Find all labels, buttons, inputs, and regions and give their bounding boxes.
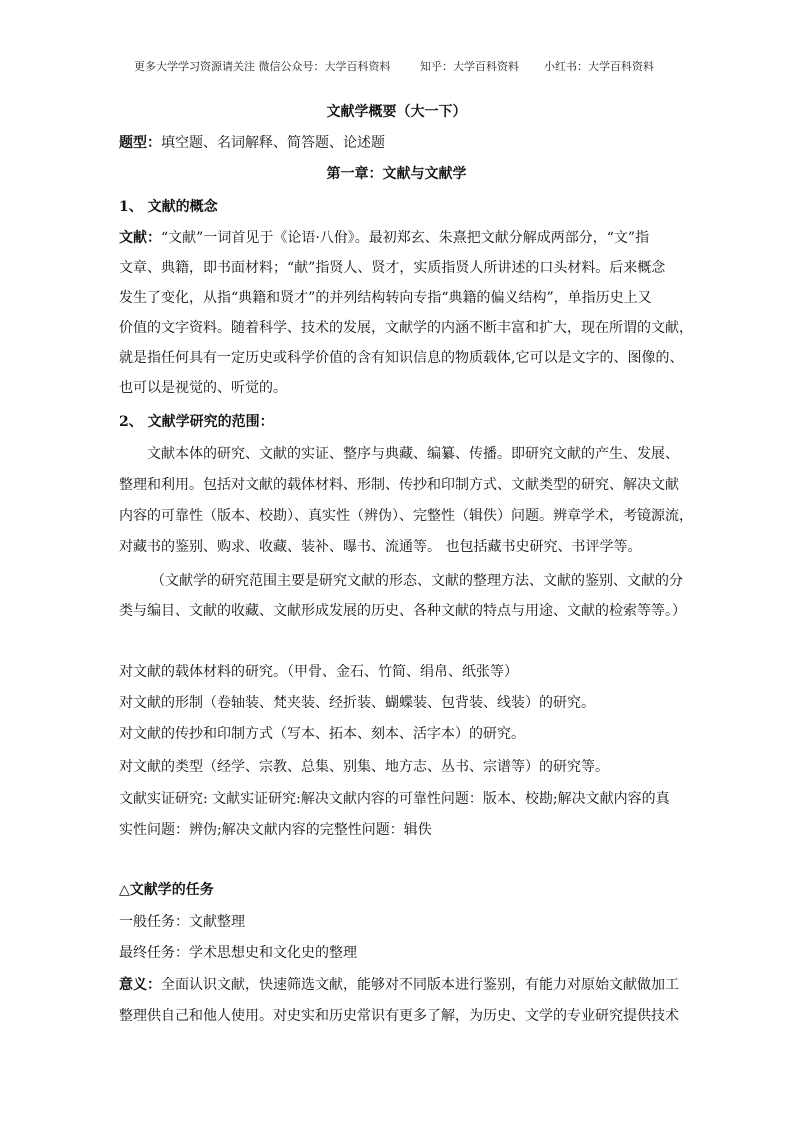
list-item: 对文献的类型（经学、宗教、总集、别集、地方志、丛书、宗谱等）的研究等。 [119, 759, 609, 775]
header-xiaohongshu-note: 小红书：大学百科资料 [544, 60, 654, 73]
list-item: 对文献的形制（卷轴装、梵夹装、经折装、蝴蝶装、包背装、线装）的研究。 [119, 695, 595, 711]
definition-line-2: 文章、典籍，即书面材料；“献”指贤人、贤才，实质指贤人所讲述的口头材料。后来概念 [119, 260, 666, 276]
scope-para-line-3: 内容的可靠性（版本、校勘）、真实性（辨伪）、完整性（辑佚）问题。辨章学术，考镜源流， [119, 508, 693, 524]
list-item: 文献实证研究: 文献实证研究:解决文献内容的可靠性问题：版本、校勘;解决文献内容的真 [119, 791, 670, 807]
scope-summary-line-2: 类与编目、文献的收藏、文献形成发展的历史、各种文献的特点与用途、文献的检索等等。） [119, 603, 686, 619]
list-item: 对文献的传抄和印制方式（写本、拓本、刻本、活字本）的研究。 [119, 726, 525, 742]
meaning-line-1 [119, 975, 679, 995]
meaning-label: 意义： [119, 977, 161, 993]
scope-para-line-2: 整理和利用。包括对文献的载体材料、形制、传抄和印制方式、文献类型的研究、解决文献 [119, 477, 679, 493]
task-title: △文献学的任务 [119, 882, 214, 898]
document-title: 文献学概要（大一下） [326, 104, 467, 120]
definition-text-1: “文献”一词首见于《论语·八佾》。最初郑玄、朱熹把文献分解成两部分，“文”指 [161, 230, 650, 246]
definition-line-6: 也可以是视觉的、听觉的。 [119, 380, 287, 396]
question-types-value: 填空题、名词解释、简答题、论述题 [161, 135, 385, 151]
header-zhihu-note: 知乎：大学百科资料 [420, 60, 519, 73]
header-wechat-note: 更多大学学习资源请关注 微信公众号：大学百科资料 [134, 60, 391, 73]
question-types [119, 133, 679, 153]
definition-line-3: 发生了变化，从指“典籍和贤才”的并列结构转向专指“典籍的偏义结构”，单指历史上又 [119, 290, 652, 306]
definition-line-5: 就是指任何具有一定历史或科学价值的含有知识信息的物质载体,它可以是文字的、图像的、 [119, 350, 684, 366]
definition-line-4: 价值的文字资料。随着科学、技术的发展，文献学的内涵不断丰富和扩大，现在所谓的文献， [119, 320, 693, 336]
definition-line-1 [119, 228, 679, 248]
task-general: 一般任务：文献整理 [119, 914, 245, 930]
question-types-label: 题型： [119, 135, 161, 151]
section-1-title: 1、 文献的概念 [119, 199, 218, 215]
section-2-title: 2、 文献学研究的范围： [119, 414, 274, 430]
chapter-title: 第一章：文献与文献学 [326, 166, 467, 182]
scope-para-line-4: 对藏书的鉴别、购求、收藏、装补、曝书、流通等。 也包括藏书史研究、书评学等。 [119, 539, 642, 555]
list-item: 对文献的载体材料的研究。（甲骨、金石、竹简、绢帛、纸张等） [119, 664, 518, 680]
list-item: 实性问题：辨伪;解决文献内容的完整性问题：辑佚 [119, 822, 432, 838]
scope-para-line-1: 文献本体的研究、文献的实证、整序与典藏、编纂、传播。即研究文献的产生、发展、 [147, 446, 679, 462]
scope-summary-line-1: （文献学的研究范围主要是研究文献的形态、文献的整理方法、文献的鉴别、文献的分 [151, 573, 683, 589]
meaning-line-2: 整理供自己和他人使用。对史实和历史常识有更多了解，为历史、文学的专业研究提供技术 [119, 1008, 679, 1024]
meaning-text-1: 全面认识文献，快速筛选文献，能够对不同版本进行鉴别，有能力对原始文献做加工 [161, 977, 679, 993]
definition-label: 文献： [119, 230, 161, 246]
task-final: 最终任务：学术思想史和文化史的整理 [119, 945, 357, 961]
